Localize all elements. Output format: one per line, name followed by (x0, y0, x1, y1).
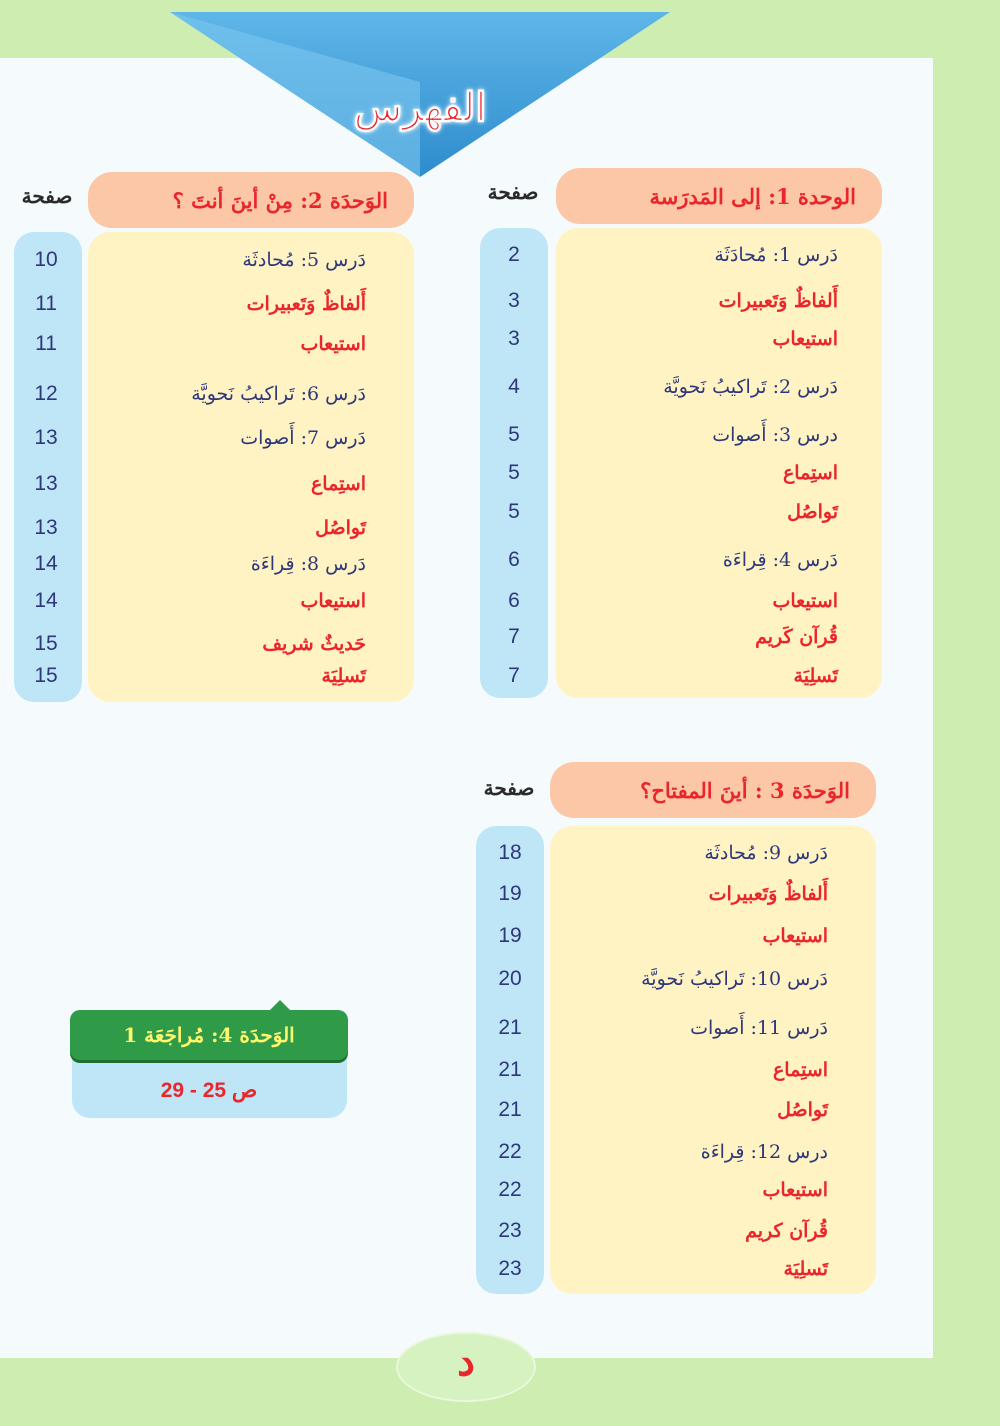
page-number-cell: 22 (498, 1178, 522, 1201)
lesson-title: دَرس 9: مُحادثَة (704, 842, 828, 864)
page-number-cell: 22 (498, 1140, 522, 1163)
page-number-cell: 19 (498, 882, 522, 905)
page-number-cell: 6 (508, 589, 520, 612)
page-number: د (457, 1338, 475, 1385)
unit-3-title: الوَحدَة 3 : أينَ المفتاح؟ (640, 777, 850, 803)
activity-title: تَسلِيَة (783, 1258, 828, 1280)
unit-2-title: الوَحدَة 2: مِنْ أينَ أنتَ ؟ (172, 187, 388, 213)
page-number-cell: 5 (508, 500, 520, 523)
lesson-title: دَرس 6: تَراكيبُ نَحويَّة (191, 383, 366, 405)
page-number-cell: 3 (508, 327, 520, 350)
page-number-cell: 21 (498, 1058, 522, 1081)
activity-title: قُرآن كريم (745, 1220, 828, 1242)
activity-title: تَواصُل (777, 1099, 828, 1121)
activity-title: حَديثٌ شريف (262, 633, 366, 655)
unit-2-header (88, 172, 414, 228)
activity-title: تَواصُل (315, 517, 366, 539)
page-number-cell: 12 (34, 382, 58, 405)
activity-title: استِماع (782, 462, 838, 484)
page-number-cell: 5 (508, 461, 520, 484)
page-number-cell: 11 (35, 332, 57, 355)
page-number-cell: 20 (498, 967, 522, 990)
page-number-cell: 15 (34, 664, 58, 687)
lesson-title: دَرس 8: قِراءَة (250, 553, 366, 575)
unit-3-page-header: صفحة (483, 776, 535, 800)
review-box (70, 1000, 348, 1118)
page-number-cell: 21 (498, 1016, 522, 1039)
page-number-cell: 2 (508, 243, 520, 266)
activity-title: استيعاب (300, 333, 366, 355)
page-number-cell: 11 (35, 292, 57, 315)
unit-1-header (556, 168, 882, 224)
page-number-cell: 10 (34, 248, 58, 271)
lesson-title: دَرس 5: مُحادثَة (242, 249, 366, 271)
activity-title: استِماع (310, 473, 366, 495)
page-number-cell: 7 (508, 625, 520, 648)
activity-title: استيعاب (772, 590, 838, 612)
page-number-cell: 13 (34, 516, 58, 539)
page-number-cell: 21 (498, 1098, 522, 1121)
page-number-cell: 7 (508, 664, 520, 687)
page-number-cell: 14 (34, 552, 58, 575)
activity-title: أَلفاظٌ وَتَعبيرات (246, 293, 366, 315)
page-number-cell: 14 (34, 589, 58, 612)
page-title: الفهرس (353, 84, 487, 131)
activity-title: أَلفاظٌ وَتَعبيرات (708, 883, 828, 905)
activity-title: تَسلِيَة (793, 665, 838, 687)
activity-title: استيعاب (762, 925, 828, 947)
page-number-cell: 4 (508, 375, 520, 398)
lesson-title: درس 3: أَصوات (712, 424, 838, 446)
activity-title: تَسلِيَة (321, 665, 366, 687)
page-number-cell: 13 (34, 426, 58, 449)
lesson-title: دَرس 10: تَراكيبُ نَحويَّة (641, 968, 828, 990)
lesson-title: درس 12: قِراءَة (700, 1141, 828, 1163)
unit-2-page-header: صفحة (21, 184, 73, 208)
unit-1-title: الوحدة 1: إلى المَدرَسة (649, 183, 856, 209)
page-number-cell: 19 (498, 924, 522, 947)
review-pages: ص 25 - 29 (160, 1079, 258, 1102)
lesson-title: دَرس 11: أَصوات (690, 1017, 828, 1039)
activity-title: استيعاب (300, 590, 366, 612)
page-number-cell: 5 (508, 423, 520, 446)
review-title: الوَحدَة 4: مُراجَعَة 1 (70, 1010, 348, 1060)
page-number-cell: 13 (34, 472, 58, 495)
activity-title: تَواصُل (787, 501, 838, 523)
page-number-cell: 18 (498, 841, 522, 864)
lesson-title: دَرس 4: قِراءَة (722, 549, 838, 571)
lesson-title: دَرس 7: أَصوات (240, 427, 366, 449)
unit-3-header (550, 762, 876, 818)
lesson-title: دَرس 2: تَراكيبُ نَحويَّة (663, 376, 838, 398)
page-number-cell: 3 (508, 289, 520, 312)
activity-title: أَلفاظٌ وَتَعبيرات (718, 290, 838, 312)
lesson-title: دَرس 1: مُحادَثَة (714, 244, 838, 266)
activity-title: قُرآن كَريم (755, 626, 838, 648)
page-number-cell: 23 (498, 1219, 522, 1242)
activity-title: استِماع (772, 1059, 828, 1081)
title-banner (170, 12, 670, 177)
page-number-cell: 23 (498, 1257, 522, 1280)
activity-title: استيعاب (772, 328, 838, 350)
page-number-cell: 15 (34, 632, 58, 655)
activity-title: استيعاب (762, 1179, 828, 1201)
unit-1-page-header: صفحة (487, 180, 539, 204)
page-number-cell: 6 (508, 548, 520, 571)
